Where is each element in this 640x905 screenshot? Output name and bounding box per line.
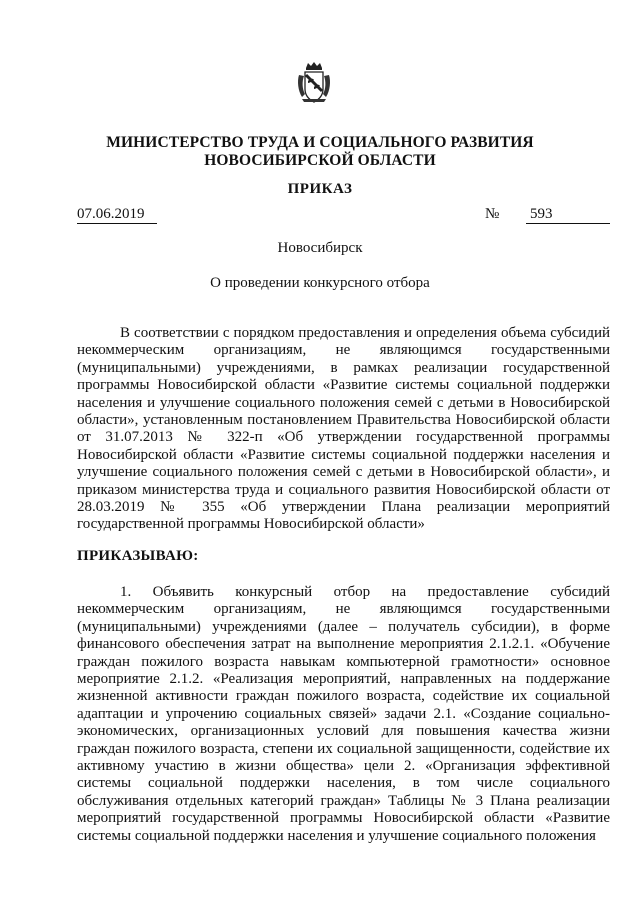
ministry-name xyxy=(0,134,640,170)
preamble-paragraph: В соответствии с порядком предоставления и определения объема субсидий некоммерческим организациям, не являющимся государственными (муниципальными) учреждениями, в рамках реализации государственной программы Новосибирской области «Развитие системы социальной поддержки населения и улучшение социального положения семей с детьми в Новосибирской области», установленным постановлением Правительства Новосибирской области от 31.07.2013 № 322-п «Об утверждении государственной программы Новосибирской области «Развитие системы социальной поддержки населения и улучшение социального положения семей с детьми в Новосибирской области», и приказом министерства труда и социального развития Новосибирской области от 28.03.2019 № 355 «Об утверждении Плана реализации мероприятий государственной программы Новосибирской области» xyxy=(77,325,610,533)
item-1-paragraph: 1. Объявить конкурсный отбор на предоставление субсидий некоммерческим организациям, не являющимся государственными (муниципальными) учреждениями (далее – получатель субсидии), в форме финансового обеспечения затрат на выполнение мероприятия 2.1.2.1. «Обучение граждан пожилого возраста навыкам компьютерной грамотности» основное мероприятие 2.1.2. «Реализация мероприятий, направленных на поддержание жизненной активности граждан пожилого возраста, содействие их социальной адаптации и упрочению социальных связей» задачи 2.1. «Создание социально-экономических, организационных условий для повышения качества жизни граждан пожилого возраста, степени их социальной защищенности, содействие их активному участию в жизни общества» цели 2. «Организация эффективной системы социальной поддержки населения, в том числе социального обслуживания отдельных категорий граждан» Таблицы № 3 Плана реализации мероприятий государственной программы Новосибирской области «Развитие системы социальной поддержки населения и улучшение социального положения xyxy=(77,584,610,844)
ministry-line-1: МИНИСТЕРСТВО ТРУДА И СОЦИАЛЬНОГО РАЗВИТИЯ xyxy=(106,134,534,151)
number-sign: № xyxy=(485,206,500,222)
ministry-line-2: НОВОСИБИРСКОЙ ОБЛАСТИ xyxy=(204,152,436,169)
document-city: Новосибирск xyxy=(277,240,363,256)
decree-word: ПРИКАЗЫВАЮ: xyxy=(77,548,199,564)
document-number: 593 xyxy=(526,205,610,224)
document-date: 07.06.2019 xyxy=(77,205,157,224)
coat-of-arms-icon xyxy=(296,61,332,105)
document-subject: О проведении конкурсного отбора xyxy=(210,275,430,291)
document-type: ПРИКАЗ xyxy=(287,181,353,197)
